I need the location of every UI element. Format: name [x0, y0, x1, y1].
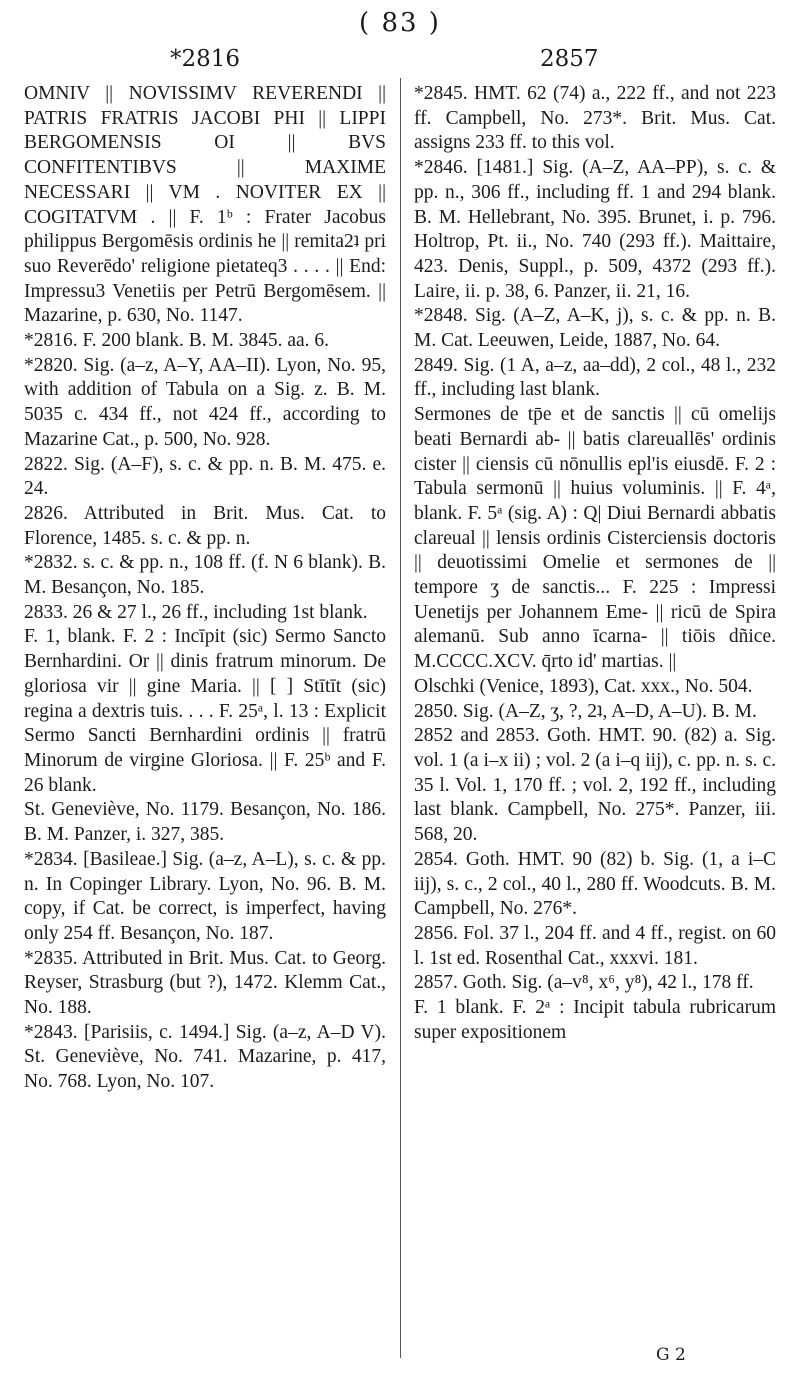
catalog-entry: 2854. Goth. HMT. 90 (82) b. Sig. (1, a i–C iij), s. c., 2 col., 40 l., 280 ff. Woodcuts. B. M. Campbell, No. 276*.	[414, 848, 776, 920]
catalog-entry: *2845. HMT. 62 (74) a., 222 ff., and not 223 ff. Campbell, No. 273*. Brit. Mus. Cat. assigns 233 ff. to this vol.	[414, 83, 776, 154]
left-column-heading: *2816	[170, 46, 241, 72]
catalog-entry: 2852 and 2853. Goth. HMT. 90. (82) a. Sig. vol. 1 (a i–x ii) ; vol. 2 (a i–q iij), c. pp. n. s. c. 35 l. Vol. 1, 170 ff. ; vol. 2, 192 ff., including last blank. Campbell, No. 275*. Panzer, iii. 568, 20.	[414, 725, 776, 846]
catalog-entry: *2846. [1481.] Sig. (A–Z, AA–PP), s. c. & pp. n., 306 ff., including ff. 1 and 294 blank. B. M. Hellebrant, No. 395. Brunet, i. p. 796. Holtrop, Pt. ii., No. 740 (293 ff.). Maittaire, 423. Denis, Suppl., p. 509, 4372 (293 ff.). Laire, ii. p. 38, 6. Panzer, ii. 21, 16.	[414, 157, 776, 302]
right-column	[414, 82, 776, 1045]
left-column	[24, 82, 386, 1095]
catalog-entry: *2832. s. c. & pp. n., 108 ff. (f. N 6 blank). B. M. Besançon, No. 185.	[24, 552, 386, 599]
catalog-entry: 2833. 26 & 27 l., 26 ff., including 1st blank.	[24, 601, 368, 623]
catalog-entry: *2843. [Parisiis, c. 1494.] Sig. (a–z, A–D V). St. Geneviève, No. 741. Mazarine, p. 417, No. 768. Lyon, No. 107.	[24, 1021, 386, 1093]
catalog-entry: *2835. Attributed in Brit. Mus. Cat. to Georg. Reyser, Strasburg (but ?), 1472. Klemm Cat., No. 188.	[24, 947, 386, 1019]
catalog-entry: 2849. Sig. (1 A, a–z, aa–dd), 2 col., 48 l., 232 ff., including last blank.	[414, 354, 776, 401]
column-divider	[400, 78, 401, 1358]
catalog-entry: 2826. Attributed in Brit. Mus. Cat. to Florence, 1485. s. c. & pp. n.	[24, 502, 386, 549]
signature-mark: G 2	[656, 1345, 686, 1365]
page-number: ( 83 )	[359, 8, 441, 38]
catalog-entry: 2857. Goth. Sig. (a–v⁸, x⁶, y⁸), 42 l., 178 ff.	[414, 972, 754, 994]
catalog-entry: *2834. [Basileae.] Sig. (a–z, A–L), s. c. & pp. n. In Copinger Library. Lyon, No. 96. B. M. copy, if Cat. be correct, is imperfect, having only 254 ff. Besançon, No. 187.	[24, 848, 386, 944]
catalog-entry: St. Geneviève, No. 1179. Besançon, No. 186. B. M. Panzer, i. 327, 385.	[24, 799, 386, 846]
catalog-entry: *2848. Sig. (A–Z, A–K, j), s. c. & pp. n. B. M. Cat. Leeuwen, Leide, 1887, No. 64.	[414, 305, 776, 352]
right-column-heading: 2857	[540, 46, 599, 72]
catalog-entry: OMNIV || NOVISSIMV REVERENDI || PATRIS FRATRIS JACOBI PHI || LIPPI BERGOMENSIS OI || BVS CONFITENTIBVS || MAXIME NECESSARI || VM . NOVITER EX || COGITATVM . || F. 1ᵇ : Frater Jacobus philippus Bergomēsis ordinis he || remita2ʇ pri suo Reverēdo' religione pietateq3 . . . . || End: Impressu3 Venetiis per Petrū Bergomēsem. || Mazarine, p. 630, No. 1147.	[24, 83, 386, 327]
catalog-entry: *2820. Sig. (a–z, A–Y, AA–II). Lyon, No. 95, with addition of Tabula on a Sig. z. B. M. 5035 c. 434 ff., not 424 ff., according to Mazarine Cat., p. 500, No. 928.	[24, 354, 386, 450]
catalog-entry: *2816. F. 200 blank. B. M. 3845. aa. 6.	[24, 330, 330, 352]
catalog-entry: 2856. Fol. 37 l., 204 ff. and 4 ff., regist. on 60 l. 1st ed. Rosenthal Cat., xxxvi. 181.	[414, 922, 776, 969]
catalog-entry: F. 1, blank. F. 2 : Incīpit (sic) Sermo Sancto Bernhardini. Or || dinis fratrum minorum. De gloriosa vir || gine Maria. || [ ] Stītīt (sic) regina a dextris tuis. . . . F. 25ᵃ, l. 13 : Explicit Sermo Sancti Bernhardini ordinis || fratrū Minorum de virgine Gloriosa. || F. 25ᵇ and F. 26 blank.	[24, 626, 386, 796]
catalog-entry: Sermones de tp̄e et de sanctis || cū omelijs beati Bernardi ab- || batis clareuallēs' ordinis cister || ciensis cū nōnullis epl'is eiusdē. F. 2 : Tabula sermonū || huius voluminis. || F. 4ᵃ, blank. F. 5ᵃ (sig. A) : Q| Diui Bernardi abbatis clareual || lensis ordinis Cisterciensis doctoris || deuotissimi Omelie et sermones de || tempore ʒ de sanctis... F. 225 : Impressi Uenetijs per Johannem Eme- || ricū de Spira alemanū. Sub anno īcarna- || tiōis dñice. M.CCCC.XCV. q̄rto id' martias. ||	[414, 404, 776, 673]
catalog-entry: 2822. Sig. (A–F), s. c. & pp. n. B. M. 475. e. 24.	[24, 453, 386, 500]
catalog-entry: Olschki (Venice, 1893), Cat. xxx., No. 504.	[414, 675, 753, 697]
catalog-entry: F. 1 blank. F. 2ᵃ : Incipit tabula rubricarum super expositionem	[414, 997, 776, 1043]
catalog-entry: 2850. Sig. (A–Z, ʒ, ?, 2ʇ, A–D, A–U). B. M.	[414, 700, 757, 722]
